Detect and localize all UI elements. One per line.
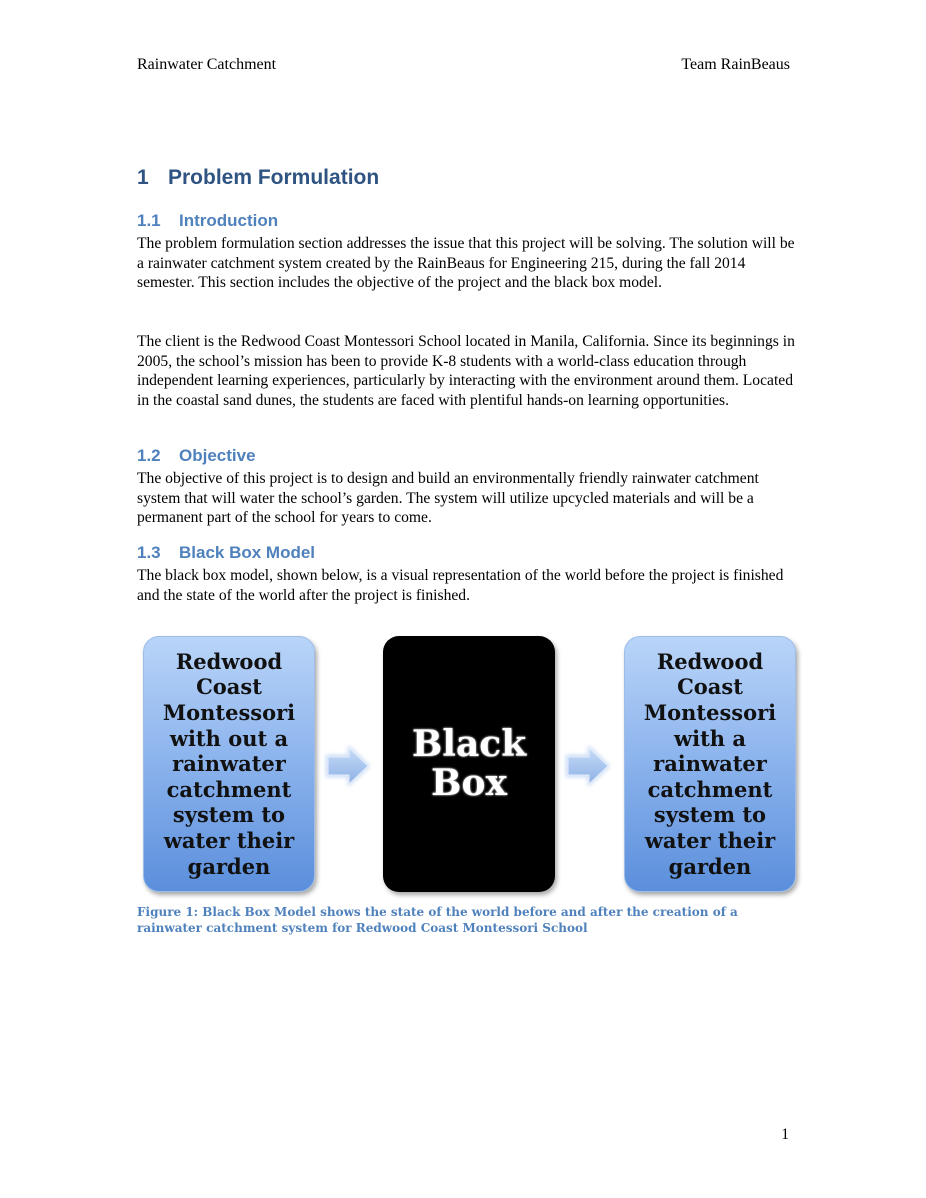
subsection-title: Black Box Model — [179, 543, 316, 562]
before-state-box — [143, 636, 315, 892]
black-box-label: Black Box — [411, 723, 527, 804]
black-box-model-paragraph: The black box model, shown below, is a visual representation of the world before the project is finished and the state of the world after the project is finished. — [137, 567, 784, 604]
section-heading-problem-formulation — [137, 166, 379, 190]
before-state-text: Redwood Coast Montessori with out a rainwater catchment system to water their garden — [162, 648, 296, 879]
subsection-heading-introduction — [137, 211, 278, 231]
after-state-text: Redwood Coast Montessori with a rainwater catchment system to water their garden — [643, 648, 777, 879]
running-header-team: Team RainBeaus — [681, 56, 790, 73]
figure-caption: Figure 1: Black Box Model shows the state of the world before and after the creation of a rainwater catchment system for Redwood Coast Montessori School — [137, 905, 738, 935]
subsection-number: 1.1 — [137, 211, 161, 230]
subsection-heading-black-box-model — [137, 543, 315, 563]
introduction-paragraph-1: The problem formulation section addresses the issue that this project will be solving. The solution will be a rainwater catchment system created by the RainBeaus for Engineering 215, during the fall 2014 semester. This section includes the objective of the project and the black box model. — [137, 235, 795, 292]
right-arrow-icon — [322, 741, 374, 791]
right-arrow-icon — [562, 741, 614, 791]
subsection-heading-objective — [137, 446, 256, 466]
black-box-diagram — [140, 634, 800, 898]
after-state-box — [624, 636, 796, 892]
section-title: Problem Formulation — [168, 166, 380, 189]
page-number: 1 — [781, 1126, 789, 1143]
section-number: 1 — [137, 166, 149, 189]
black-box — [383, 636, 555, 892]
subsection-title: Introduction — [179, 211, 279, 230]
subsection-title: Objective — [179, 446, 256, 465]
introduction-paragraph-2: The client is the Redwood Coast Montessori School located in Manila, California. Since its beginnings in 2005, the school’s mission has been to provide K-8 students with a world-class education through independent learning experiences, particularly by interacting with the environment around them. Located in the coastal sand dunes, the students are faced with plentiful hands-on learning opportunities. — [137, 333, 795, 409]
subsection-number: 1.2 — [137, 446, 161, 465]
running-header-title: Rainwater Catchment — [137, 56, 277, 73]
subsection-number: 1.3 — [137, 543, 161, 562]
objective-paragraph: The objective of this project is to design and build an environmentally friendly rainwater catchment system that will water the school’s garden. The system will utilize upcycled materials and will be a permanent part of the school for years to come. — [137, 470, 759, 527]
